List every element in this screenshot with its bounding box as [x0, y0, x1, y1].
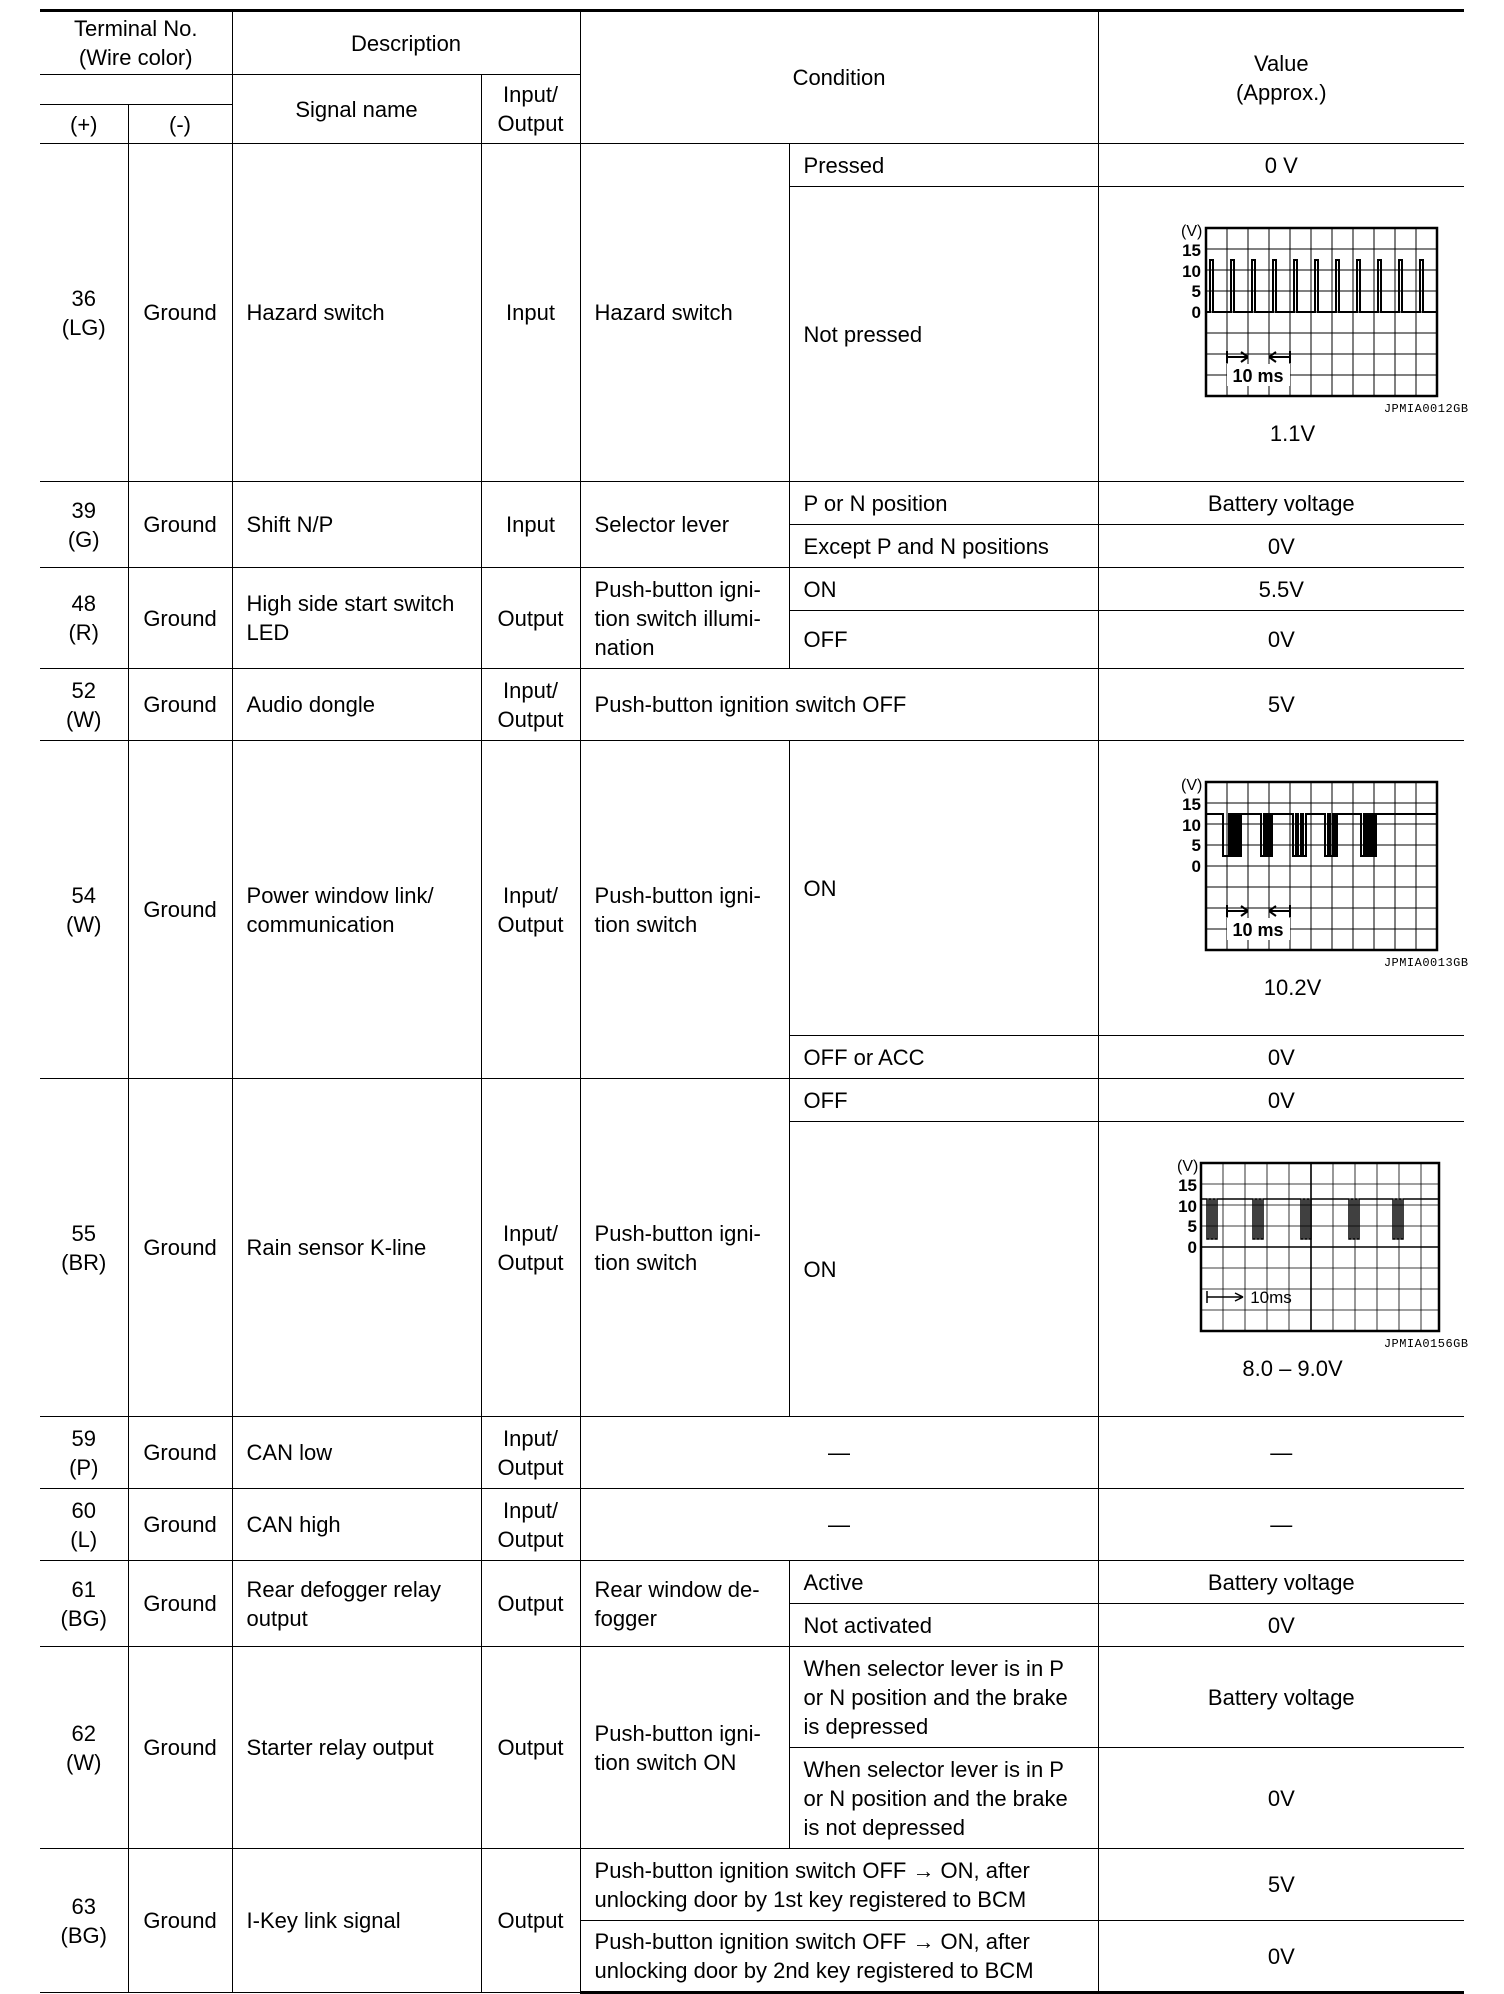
value-cell: Battery voltage: [1098, 482, 1464, 525]
scope-tick-0: 0: [1191, 303, 1201, 322]
sub-condition: Not activated: [789, 1604, 1098, 1647]
value-text: 8.0 – 9.0V: [1242, 1356, 1343, 1381]
table-row: [40, 1079, 1464, 1122]
scope-tick-5: 5: [1187, 1217, 1197, 1236]
scope-tick-15: 15: [1177, 1176, 1197, 1195]
scope-tick-0: 0: [1191, 857, 1201, 876]
value-cell: [1098, 1122, 1469, 1417]
scope-tick-10: 10: [1177, 1197, 1197, 1216]
sub-condition: OFF or ACC: [789, 1036, 1098, 1079]
value-cell: Battery voltage: [1098, 1647, 1464, 1748]
figure-id: JPMIA0156GB: [1383, 1337, 1469, 1351]
table-row: [40, 1561, 1464, 1604]
header-signal-name: Signal name: [232, 75, 481, 144]
value-cell: 0 V: [1098, 144, 1464, 187]
value-cell: 5V: [1098, 1849, 1464, 1921]
scope-time-label: 10 ms: [1232, 366, 1284, 386]
terminal-no: 55 (BR): [40, 1079, 128, 1417]
table-row: [40, 669, 1464, 741]
signal-name: CAN low: [232, 1417, 481, 1489]
value-cell: —: [1098, 1417, 1464, 1489]
io-cell: Input/ Output: [481, 1417, 580, 1489]
signal-name: CAN high: [232, 1489, 481, 1561]
scope-volt-unit: (V): [1180, 777, 1202, 794]
terminal-no: 36 (LG): [40, 144, 128, 482]
condition-cell: —: [580, 1417, 1098, 1489]
terminal-no: 62 (W): [40, 1647, 128, 1849]
io-cell: Input/ Output: [481, 1079, 580, 1417]
table-row: [40, 1647, 1464, 1748]
signal-name: Audio dongle: [232, 669, 481, 741]
header-row-1: [40, 11, 1464, 75]
value-cell: Battery voltage: [1098, 1561, 1464, 1604]
ground-cell: Ground: [128, 144, 232, 482]
oscilloscope-waveform-hazard: [1143, 220, 1443, 400]
sub-condition: Active: [789, 1561, 1098, 1604]
scope-tick-5: 5: [1191, 282, 1201, 301]
sub-condition: OFF: [789, 1079, 1098, 1122]
table-row: [40, 741, 1464, 1036]
scope-tick-15: 15: [1181, 241, 1201, 260]
ground-cell: Ground: [128, 669, 232, 741]
sub-condition: ON: [789, 1122, 1098, 1417]
condition-cell: Push-button ignition switch OFF: [580, 669, 1098, 741]
io-cell: Output: [481, 568, 580, 669]
io-cell: Input/ Output: [481, 1489, 580, 1561]
sub-condition: Not pressed: [789, 187, 1098, 482]
value-cell: [1098, 741, 1469, 1036]
scope-tick-15: 15: [1181, 795, 1201, 814]
ground-cell: Ground: [128, 1417, 232, 1489]
terminal-no: 61 (BG): [40, 1561, 128, 1647]
terminal-no: 60 (L): [40, 1489, 128, 1561]
terminal-no: 52 (W): [40, 669, 128, 741]
condition-cell: Push-button ignition switch OFF → ON, after unlocking door by 2nd key registered to BCM: [580, 1921, 1098, 1993]
value-cell: 0V: [1098, 1036, 1464, 1079]
terminal-no: 39 (G): [40, 482, 128, 568]
io-cell: Input: [481, 144, 580, 482]
scope-time-label: 10ms: [1249, 1288, 1292, 1307]
scope-time-label: 10 ms: [1232, 920, 1284, 940]
io-cell: Output: [481, 1849, 580, 1993]
figure-id: JPMIA0012GB: [1383, 402, 1469, 416]
sub-condition: P or N position: [789, 482, 1098, 525]
terminal-no: 54 (W): [40, 741, 128, 1079]
signal-name: High side start switch LED: [232, 568, 481, 669]
table-row: [40, 144, 1464, 187]
condition-cell: —: [580, 1489, 1098, 1561]
sub-condition: ON: [789, 741, 1098, 1036]
signal-name: Power window link/ communication: [232, 741, 481, 1079]
ground-cell: Ground: [128, 1849, 232, 1993]
ground-cell: Ground: [128, 482, 232, 568]
ground-cell: Ground: [128, 1561, 232, 1647]
value-cell: 5.5V: [1098, 568, 1464, 611]
value-cell: 0V: [1098, 1748, 1464, 1849]
oscilloscope-waveform-rain-sensor: [1143, 1155, 1443, 1335]
signal-name: Hazard switch: [232, 144, 481, 482]
header-terminal: Terminal No. (Wire color): [40, 11, 232, 75]
io-cell: Input/ Output: [481, 669, 580, 741]
terminal-no: 63 (BG): [40, 1849, 128, 1993]
ground-cell: Ground: [128, 1647, 232, 1849]
terminal-no: 48 (R): [40, 568, 128, 669]
condition-cell: Selector lever: [580, 482, 789, 568]
value-cell: 0V: [1098, 1604, 1464, 1647]
condition-cell: Hazard switch: [580, 144, 789, 482]
table-row: [40, 1417, 1464, 1489]
condition-cell: Push-button ignition switch OFF → ON, after unlocking door by 1st key registered to BCM: [580, 1849, 1098, 1921]
value-cell: 5V: [1098, 669, 1464, 741]
io-cell: Output: [481, 1647, 580, 1849]
value-cell: 0V: [1098, 611, 1464, 669]
io-cell: Input: [481, 482, 580, 568]
io-cell: Output: [481, 1561, 580, 1647]
io-cell: Input/ Output: [481, 741, 580, 1079]
scope-volt-unit: (V): [1176, 1158, 1198, 1175]
condition-cell: Push-button igni- tion switch ON: [580, 1647, 789, 1849]
header-condition: Condition: [580, 11, 1098, 144]
scope-tick-0: 0: [1187, 1238, 1197, 1257]
signal-name: Rain sensor K-line: [232, 1079, 481, 1417]
terminal-no: 59 (P): [40, 1417, 128, 1489]
signal-name: I-Key link signal: [232, 1849, 481, 1993]
table-row: [40, 1849, 1464, 1921]
signal-name: Shift N/P: [232, 482, 481, 568]
ground-cell: Ground: [128, 1079, 232, 1417]
value-text: 10.2V: [1263, 975, 1322, 1000]
sub-condition: When selector lever is in P or N position and the brake is depressed: [789, 1647, 1098, 1748]
header-minus: (-): [128, 105, 232, 144]
oscilloscope-waveform-power-window: [1143, 774, 1443, 954]
value-cell: [1098, 187, 1469, 482]
header-value: Value (Approx.): [1098, 11, 1464, 144]
sub-condition: ON: [789, 568, 1098, 611]
ground-cell: Ground: [128, 568, 232, 669]
sub-condition: Except P and N positions: [789, 525, 1098, 568]
scope-tick-10: 10: [1181, 262, 1201, 281]
table-row: [40, 1489, 1464, 1561]
header-description: Description: [232, 11, 580, 75]
value-text: 1.1V: [1269, 421, 1316, 446]
header-plus: (+): [40, 105, 128, 144]
value-cell: 0V: [1098, 525, 1464, 568]
signal-name: Starter relay output: [232, 1647, 481, 1849]
value-cell: 0V: [1098, 1079, 1464, 1122]
condition-cell: Rear window de- fogger: [580, 1561, 789, 1647]
sub-condition: Pressed: [789, 144, 1098, 187]
value-cell: 0V: [1098, 1921, 1464, 1993]
scope-tick-10: 10: [1181, 816, 1201, 835]
scope-volt-unit: (V): [1180, 223, 1202, 240]
ground-cell: Ground: [128, 1489, 232, 1561]
figure-id: JPMIA0013GB: [1383, 956, 1469, 970]
header-spacer: [40, 75, 232, 105]
table-row: [40, 568, 1464, 611]
header-input-output: Input/ Output: [481, 75, 580, 144]
sub-condition: When selector lever is in P or N position and the brake is not depressed: [789, 1748, 1098, 1849]
condition-cell: Push-button igni- tion switch: [580, 1079, 789, 1417]
terminal-spec-table: [40, 9, 1469, 1994]
sub-condition: OFF: [789, 611, 1098, 669]
table-row: [40, 482, 1464, 525]
condition-cell: Push-button igni- tion switch: [580, 741, 789, 1079]
scope-tick-5: 5: [1191, 836, 1201, 855]
ground-cell: Ground: [128, 741, 232, 1079]
condition-cell: Push-button igni- tion switch illumi- nation: [580, 568, 789, 669]
value-cell: —: [1098, 1489, 1464, 1561]
signal-name: Rear defogger relay output: [232, 1561, 481, 1647]
